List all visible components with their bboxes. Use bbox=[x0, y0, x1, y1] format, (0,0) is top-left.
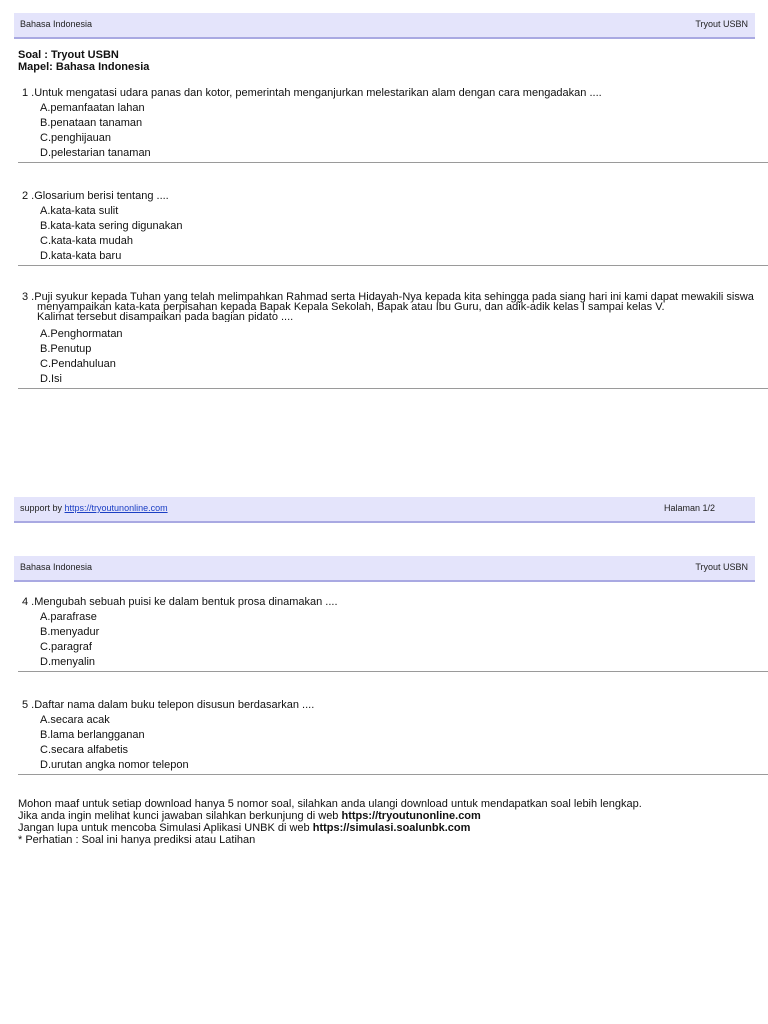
exam-subject: Mapel: Bahasa Indonesia bbox=[18, 61, 150, 73]
option-a: A.pemanfaatan lahan bbox=[40, 102, 145, 114]
notice-line-3-text: Jangan lupa untuk mencoba Simulasi Aplikasi UNBK di web bbox=[18, 822, 313, 834]
option-d: D.Isi bbox=[40, 373, 62, 385]
question-1 bbox=[18, 86, 768, 163]
support-text bbox=[20, 503, 168, 513]
notice-line-2-text: Jika anda ingin melihat kunci jawaban silahkan berkunjung di web bbox=[18, 810, 342, 822]
question-2 bbox=[18, 189, 768, 266]
header-subject: Bahasa Indonesia bbox=[20, 19, 93, 29]
question-stem: 4 .Mengubah sebuah puisi ke dalam bentuk prosa dinamakan .... bbox=[22, 596, 338, 608]
divider bbox=[18, 265, 768, 266]
page-header bbox=[14, 13, 755, 39]
option-b: B.menyadur bbox=[40, 626, 100, 638]
question-stem-line-1: 3 .Puji syukur kepada Tuhan yang telah melimpahkan Rahmad serta Hidayah-Nya kepada kita sehingga pada siang hari ini kami dapat mewakili siswa bbox=[22, 292, 754, 303]
option-b: B.Penutup bbox=[40, 343, 92, 355]
exam-title: Soal : Tryout USBN bbox=[18, 49, 119, 61]
answer-key-link[interactable]: https://tryoutunonline.com bbox=[341, 810, 481, 822]
page-header-2 bbox=[14, 556, 755, 582]
divider bbox=[18, 774, 768, 775]
question-5 bbox=[18, 698, 768, 775]
question-stem: 5 .Daftar nama dalam buku telepon disusun berdasarkan .... bbox=[22, 699, 315, 711]
option-d: D.kata-kata baru bbox=[40, 250, 122, 262]
option-a: A.Penghormatan bbox=[40, 328, 123, 340]
notice-line-3 bbox=[18, 822, 642, 834]
question-stem bbox=[18, 292, 768, 322]
option-d: D.pelestarian tanaman bbox=[40, 147, 151, 159]
notice-line-2 bbox=[18, 810, 642, 822]
header-subject: Bahasa Indonesia bbox=[20, 562, 93, 572]
option-a: A.kata-kata sulit bbox=[40, 205, 119, 217]
simulation-link[interactable]: https://simulasi.soalunbk.com bbox=[312, 822, 471, 834]
option-d: D.urutan angka nomor telepon bbox=[40, 759, 189, 771]
question-stem-line-2: menyampaikan kata-kata perpisahan kepada Bapak Kepala Sekolah, Bapak atau Ibu Guru, dan adik-adik kelas I sampai kelas V. bbox=[37, 301, 665, 313]
option-b: B.penataan tanaman bbox=[40, 117, 143, 129]
question-stem-line-3: Kalimat tersebut disampaikan pada bagian pidato .... bbox=[37, 311, 294, 322]
option-a: A.secara acak bbox=[40, 714, 110, 726]
notice-line-4: * Perhatian : Soal ini hanya prediksi atau Latihan bbox=[18, 834, 256, 846]
option-b: B.lama berlangganan bbox=[40, 729, 145, 741]
header-title: Tryout USBN bbox=[695, 562, 748, 572]
question-stem: 1 .Untuk mengatasi udara panas dan kotor, pemerintah menganjurkan melestarikan alam dengan cara mengadakan .... bbox=[22, 87, 602, 99]
question-3 bbox=[18, 292, 768, 389]
page-number: Halaman 1/2 bbox=[663, 503, 715, 513]
support-prefix: support by bbox=[20, 503, 65, 513]
divider bbox=[18, 162, 768, 163]
option-d: D.menyalin bbox=[40, 656, 96, 668]
exam-meta bbox=[18, 49, 149, 73]
option-c: C.kata-kata mudah bbox=[40, 235, 133, 247]
download-notice bbox=[18, 798, 642, 846]
option-b: B.kata-kata sering digunakan bbox=[40, 220, 183, 232]
page-footer bbox=[14, 497, 755, 523]
support-link[interactable]: https://tryoutunonline.com bbox=[64, 503, 168, 513]
notice-line-1: Mohon maaf untuk setiap download hanya 5 nomor soal, silahkan anda ulangi download untuk mendapatkan soal lebih lengkap. bbox=[18, 798, 642, 810]
question-4 bbox=[18, 595, 768, 672]
divider bbox=[18, 388, 768, 389]
option-c: C.paragraf bbox=[40, 641, 92, 653]
question-stem: 2 .Glosarium berisi tentang .... bbox=[22, 190, 169, 202]
header-title: Tryout USBN bbox=[695, 19, 748, 29]
option-c: C.Pendahuluan bbox=[40, 358, 116, 370]
divider bbox=[18, 671, 768, 672]
option-c: C.penghijauan bbox=[40, 132, 111, 144]
option-c: C.secara alfabetis bbox=[40, 744, 129, 756]
option-a: A.parafrase bbox=[40, 611, 97, 623]
